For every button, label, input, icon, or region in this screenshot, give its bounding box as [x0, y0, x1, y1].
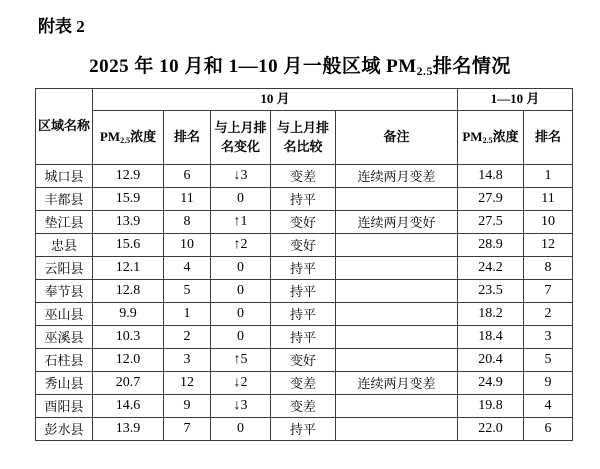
cell-ytd-pm: 28.9: [458, 234, 524, 257]
cell-rank-compare: 变差: [271, 165, 336, 188]
cell-ytd-rank: 5: [524, 349, 573, 372]
cell-region-name: 秀山县: [36, 372, 93, 395]
cell-ytd-pm: 24.2: [458, 257, 524, 280]
cell-rank-compare: 持平: [271, 418, 336, 441]
cell-ytd-rank: 12: [524, 234, 573, 257]
title-subscript: 2.5: [416, 64, 433, 78]
cell-ytd-rank: 11: [524, 188, 573, 211]
cell-rank-change: 0: [211, 280, 271, 303]
table-row: [36, 303, 573, 326]
cell-oct-pm: 13.9: [93, 211, 164, 234]
cell-rank-compare: 变好: [271, 211, 336, 234]
cell-region-name: 巫溪县: [36, 326, 93, 349]
cell-oct-rank: 5: [164, 280, 211, 303]
header-jan-oct-group: 1—10 月: [458, 89, 573, 111]
cell-rank-change: ↑1: [211, 211, 271, 234]
cell-oct-pm: 12.8: [93, 280, 164, 303]
cell-remark: [336, 257, 458, 280]
cell-region-name: 城口县: [36, 165, 93, 188]
header-group-row: [36, 89, 573, 111]
cell-oct-rank: 1: [164, 303, 211, 326]
header-october-group: 10 月: [93, 89, 458, 111]
table-row: [36, 188, 573, 211]
cell-oct-rank: 11: [164, 188, 211, 211]
cell-oct-pm: 9.9: [93, 303, 164, 326]
cell-ytd-rank: 6: [524, 418, 573, 441]
cell-oct-rank: 7: [164, 418, 211, 441]
cell-region-name: 石柱县: [36, 349, 93, 372]
cell-ytd-pm: 23.5: [458, 280, 524, 303]
cell-oct-pm: 15.6: [93, 234, 164, 257]
cell-region-name: 奉节县: [36, 280, 93, 303]
cell-ytd-rank: 7: [524, 280, 573, 303]
pm-subscript: 2.5: [482, 136, 493, 146]
cell-rank-change: 0: [211, 257, 271, 280]
table-row: [36, 349, 573, 372]
pm-label-suffix: 浓度: [130, 129, 157, 145]
cell-remark: [336, 326, 458, 349]
page-title: [0, 51, 600, 78]
cell-oct-rank: 9: [164, 395, 211, 418]
cell-rank-change: ↓3: [211, 165, 271, 188]
pm-subscript: 2.5: [120, 136, 131, 146]
pm-label: PM: [462, 129, 483, 145]
cell-oct-rank: 10: [164, 234, 211, 257]
cell-ytd-pm: 24.9: [458, 372, 524, 395]
cell-remark: [336, 418, 458, 441]
cell-rank-change: ↓3: [211, 395, 271, 418]
cell-ytd-rank: 9: [524, 372, 573, 395]
cell-oct-rank: 6: [164, 165, 211, 188]
cell-remark: [336, 188, 458, 211]
cell-ytd-pm: 14.8: [458, 165, 524, 188]
cell-ytd-pm: 19.8: [458, 395, 524, 418]
cell-region-name: 垫江县: [36, 211, 93, 234]
cell-ytd-rank: 4: [524, 395, 573, 418]
cell-rank-change: 0: [211, 418, 271, 441]
header-sub-row: [36, 111, 573, 165]
pm-ranking-table: [35, 88, 573, 441]
cell-ytd-pm: 22.0: [458, 418, 524, 441]
cell-rank-compare: 持平: [271, 303, 336, 326]
cell-rank-compare: 持平: [271, 326, 336, 349]
table-row: [36, 165, 573, 188]
cell-region-name: 彭水县: [36, 418, 93, 441]
cell-oct-pm: 12.9: [93, 165, 164, 188]
cell-ytd-pm: 27.9: [458, 188, 524, 211]
cell-oct-pm: 12.1: [93, 257, 164, 280]
cell-ytd-pm: 20.4: [458, 349, 524, 372]
pm-label-suffix: 浓度: [492, 129, 519, 145]
cell-ytd-pm: 18.2: [458, 303, 524, 326]
cell-oct-pm: 12.0: [93, 349, 164, 372]
cell-oct-pm: 20.7: [93, 372, 164, 395]
cell-oct-rank: 8: [164, 211, 211, 234]
cell-oct-pm: 15.9: [93, 188, 164, 211]
appendix-label: 附表 2: [38, 17, 85, 36]
table-body: [36, 165, 573, 441]
cell-rank-change: 0: [211, 326, 271, 349]
cell-oct-rank: 2: [164, 326, 211, 349]
cell-rank-compare: 变好: [271, 349, 336, 372]
table-row: [36, 234, 573, 257]
cell-remark: [336, 303, 458, 326]
cell-ytd-rank: 2: [524, 303, 573, 326]
cell-ytd-rank: 3: [524, 326, 573, 349]
title-text-suffix: 排名情况: [432, 56, 511, 77]
cell-oct-pm: 10.3: [93, 326, 164, 349]
header-ytd-rank: 排名: [524, 111, 573, 165]
cell-oct-pm: 13.9: [93, 418, 164, 441]
cell-rank-compare: 变好: [271, 234, 336, 257]
cell-rank-compare: 持平: [271, 280, 336, 303]
cell-oct-rank: 12: [164, 372, 211, 395]
cell-ytd-rank: 8: [524, 257, 573, 280]
cell-remark: [336, 280, 458, 303]
cell-rank-change: ↑2: [211, 234, 271, 257]
header-oct-pm-concentration: [93, 111, 164, 165]
cell-ytd-rank: 1: [524, 165, 573, 188]
header-ytd-pm-concentration: [458, 111, 524, 165]
table-row: [36, 257, 573, 280]
cell-ytd-pm: 18.4: [458, 326, 524, 349]
cell-ytd-rank: 10: [524, 211, 573, 234]
cell-rank-compare: 持平: [271, 188, 336, 211]
cell-region-name: 忠县: [36, 234, 93, 257]
cell-ytd-pm: 27.5: [458, 211, 524, 234]
table-row: [36, 418, 573, 441]
cell-rank-change: ↑5: [211, 349, 271, 372]
cell-remark: [336, 234, 458, 257]
table-row: [36, 280, 573, 303]
cell-oct-pm: 14.6: [93, 395, 164, 418]
cell-oct-rank: 4: [164, 257, 211, 280]
cell-region-name: 巫山县: [36, 303, 93, 326]
cell-remark: 连续两月变好: [336, 211, 458, 234]
cell-rank-compare: 持平: [271, 257, 336, 280]
header-remark: 备注: [336, 111, 458, 165]
cell-remark: 连续两月变差: [336, 372, 458, 395]
cell-remark: [336, 349, 458, 372]
cell-remark: 连续两月变差: [336, 165, 458, 188]
table-row: [36, 326, 573, 349]
cell-rank-change: 0: [211, 188, 271, 211]
cell-region-name: 酉阳县: [36, 395, 93, 418]
header-rank-compare: 与上月排名比较: [271, 111, 336, 165]
cell-rank-change: 0: [211, 303, 271, 326]
cell-remark: [336, 395, 458, 418]
cell-region-name: 丰都县: [36, 188, 93, 211]
title-text-prefix: 2025 年 10 月和 1—10 月一般区域 PM: [89, 56, 417, 77]
cell-rank-compare: 变差: [271, 372, 336, 395]
header-rank-change: 与上月排名变化: [211, 111, 271, 165]
cell-oct-rank: 3: [164, 349, 211, 372]
cell-rank-compare: 变差: [271, 395, 336, 418]
table-row: [36, 211, 573, 234]
header-region-name: 区域名称: [36, 89, 93, 165]
pm-label: PM: [99, 129, 121, 145]
table-row: [36, 372, 573, 395]
cell-rank-change: ↓2: [211, 372, 271, 395]
cell-region-name: 云阳县: [36, 257, 93, 280]
header-oct-rank: 排名: [164, 111, 211, 165]
table-row: [36, 395, 573, 418]
